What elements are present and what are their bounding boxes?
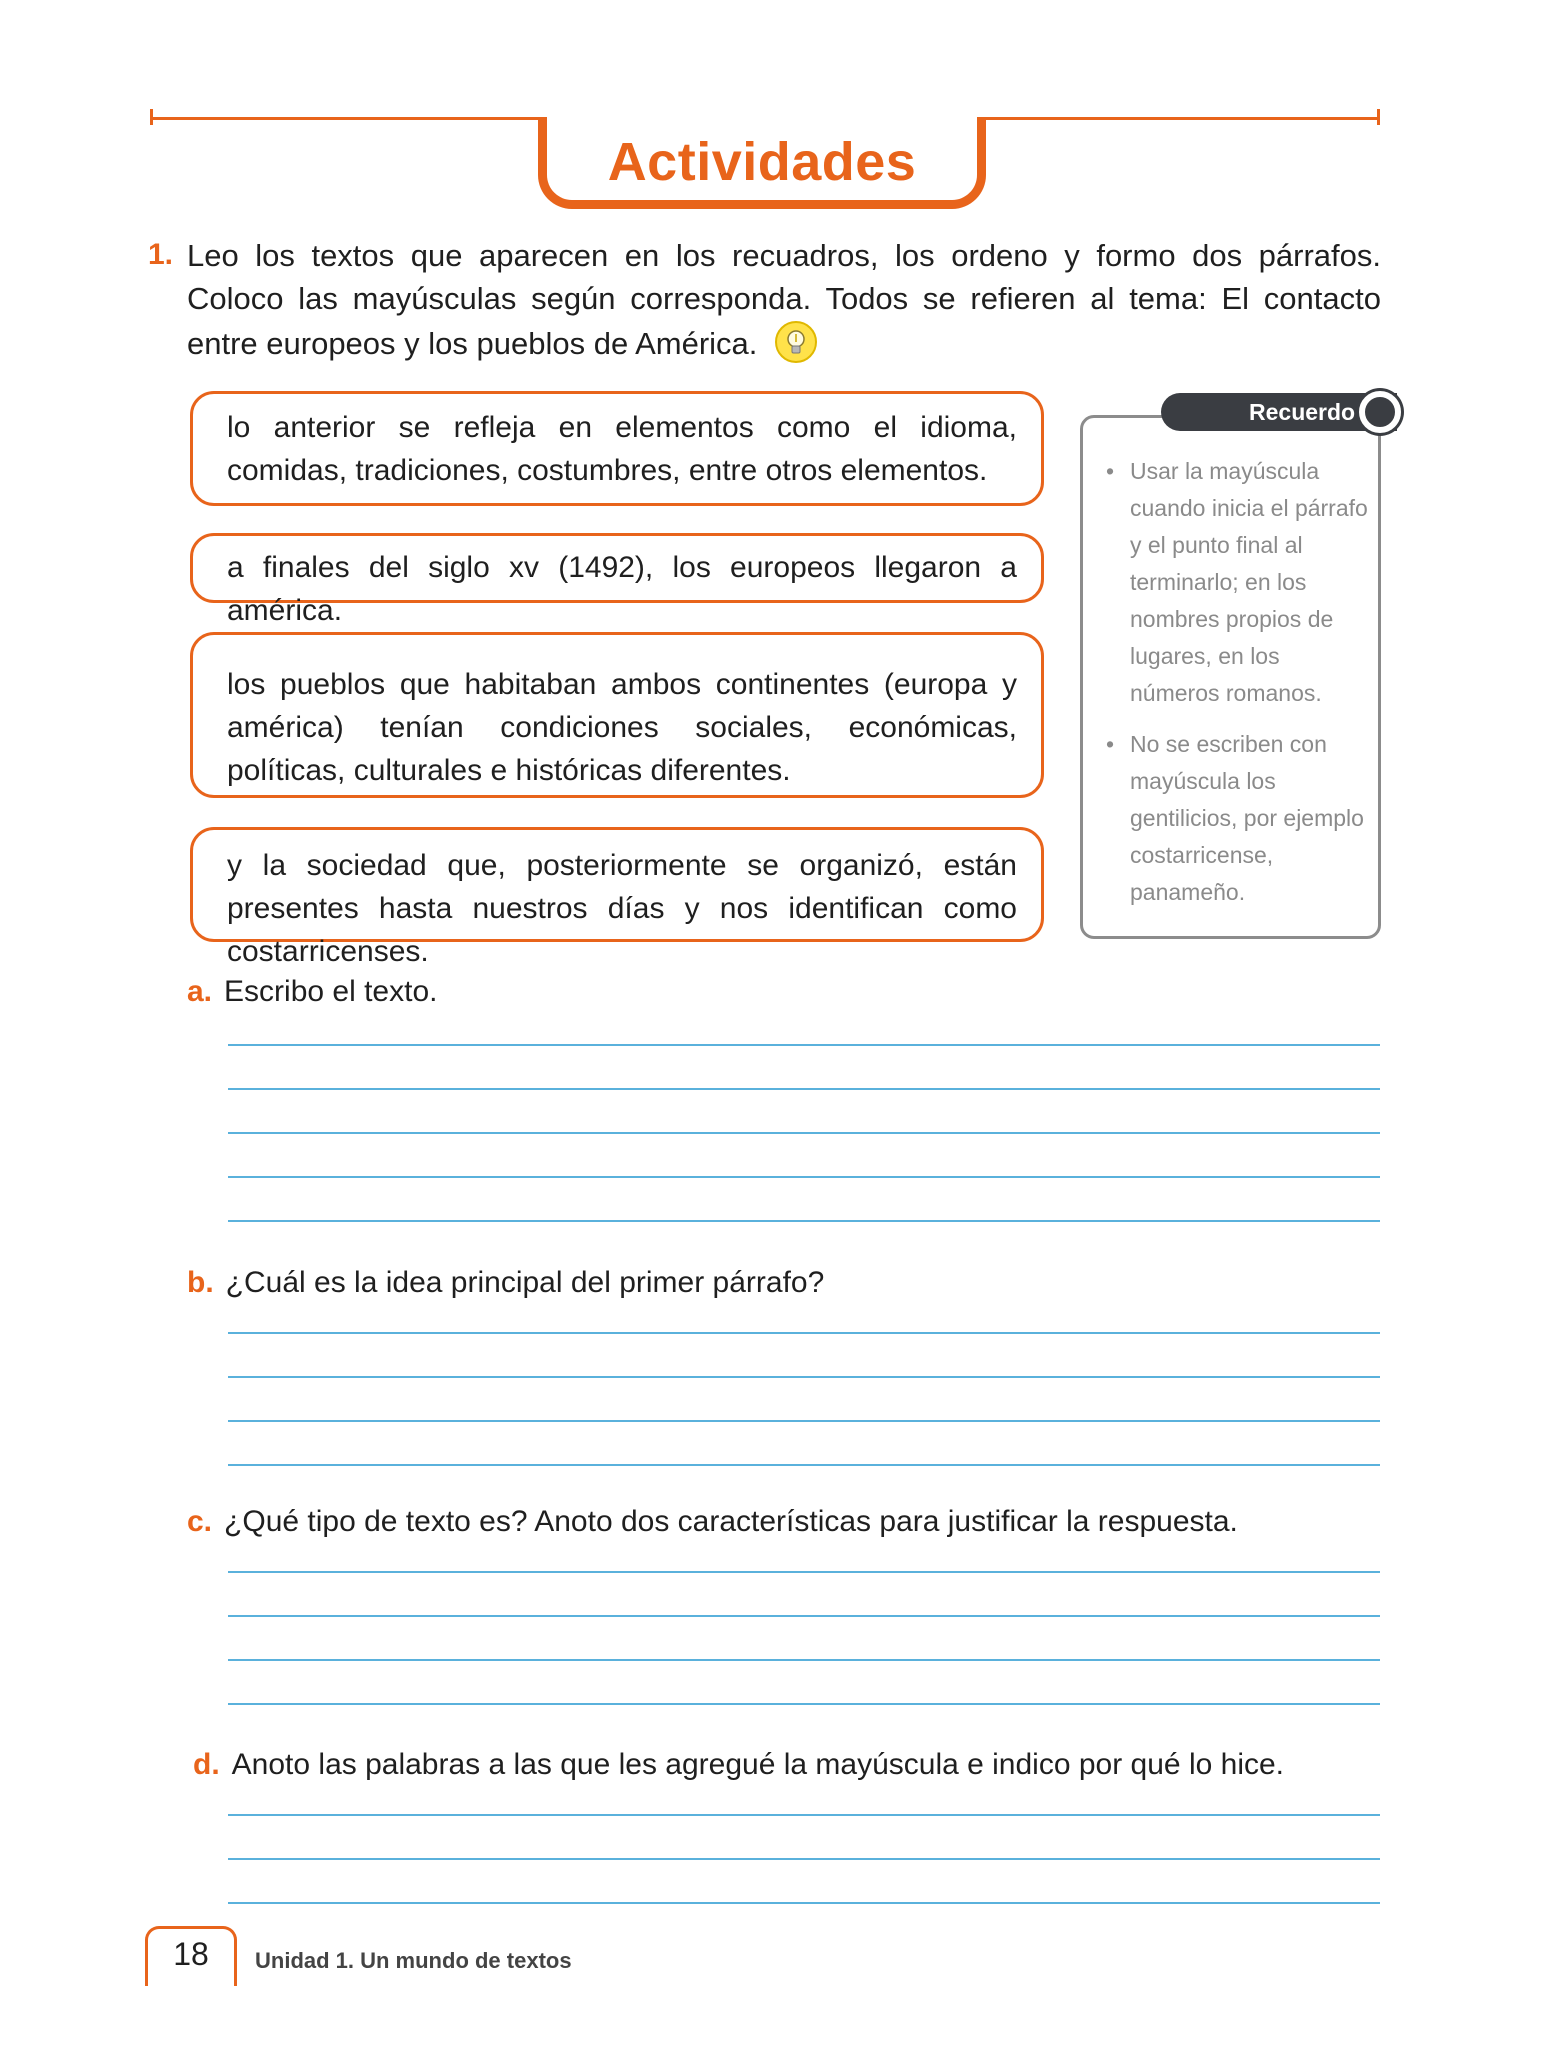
answer-line[interactable] [228, 1571, 1380, 1573]
subquestion-letter: b. [187, 1266, 214, 1299]
title-banner [538, 117, 986, 209]
subquestion-text: Escribo el texto. [224, 975, 438, 1008]
answer-line[interactable] [228, 1132, 1380, 1134]
text-box-content: lo anterior se refleja en elementos como el idioma, comidas, tradiciones, costumbres, entre otros elementos. [227, 411, 1017, 487]
answer-line[interactable] [228, 1420, 1380, 1422]
text-box-4 [190, 827, 1044, 968]
answer-line[interactable] [228, 1464, 1380, 1466]
subquestion-letter: a. [187, 975, 213, 1008]
bullet-icon: • [1106, 731, 1115, 757]
subquestion-text: ¿Cuál es la idea principal del primer párrafo? [225, 1266, 825, 1299]
recuerdo-list [1098, 453, 1368, 911]
answer-line[interactable] [228, 1615, 1380, 1617]
subquestion-letter: d. [193, 1748, 220, 1781]
answer-line[interactable] [228, 1176, 1380, 1178]
subquestion-c [187, 1505, 1238, 1539]
subquestion-letter: c. [187, 1505, 213, 1538]
text-box-2 [190, 533, 1044, 627]
answer-line[interactable] [228, 1088, 1380, 1090]
header-rule-tick-right [1377, 109, 1380, 125]
footer-unit-title: Unidad 1. Un mundo de textos [255, 1948, 572, 1973]
recuerdo-circle-icon [1359, 391, 1401, 433]
answer-line[interactable] [228, 1376, 1380, 1378]
answer-line[interactable] [228, 1332, 1380, 1334]
bullet-icon: • [1106, 458, 1115, 484]
recuerdo-item-text: No se escriben con mayúscula los gentilicios, por ejemplo costarricense, panameño. [1130, 731, 1364, 905]
page-number: 18 [173, 1936, 209, 1972]
text-box-content: y la sociedad que, posteriormente se organizó, están presentes hasta nuestros días y nos identifican como costarricenses. [227, 849, 1017, 968]
lightbulb-icon [774, 320, 818, 364]
subquestion-text: Anoto las palabras a las que les agregué la mayúscula e indico por qué lo hice. [231, 1748, 1285, 1781]
text-box-content: a finales del siglo xv (1492), los europeos llegaron a américa. [227, 551, 1017, 627]
recuerdo-item-text: Usar la mayúscula cuando inicia el párrafo y el punto final al terminarlo; en los nombres propios de lugares, en los números romanos. [1130, 458, 1368, 706]
answer-line[interactable] [228, 1703, 1380, 1705]
question-text: Leo los textos que aparecen en los recuadros, los ordeno y formo dos párrafos. Coloco las mayúsculas según corresponda. Todos se refieren al tema: El contacto entre europeos y los pueblos de América. [187, 238, 1381, 361]
text-box-3 [190, 632, 1044, 798]
recuerdo-title: Recuerdo [1249, 399, 1356, 425]
answer-line[interactable] [228, 1220, 1380, 1222]
question-number: 1. [148, 238, 174, 271]
answer-line[interactable] [228, 1858, 1380, 1860]
header-rule-tick-left [150, 109, 153, 125]
subquestion-d [193, 1748, 1284, 1782]
subquestion-text: ¿Qué tipo de texto es? Anoto dos características para justificar la respuesta. [224, 1505, 1238, 1538]
page-title: Actividades [607, 131, 917, 192]
recuerdo-item [1098, 453, 1368, 712]
answer-line[interactable] [228, 1044, 1380, 1046]
subquestion-a [187, 975, 437, 1009]
question-instructions [187, 234, 1381, 365]
text-box-1 [190, 391, 1044, 506]
answer-line[interactable] [228, 1659, 1380, 1661]
text-box-content: los pueblos que habitaban ambos continentes (europa y américa) tenían condiciones sociales, económicas, políticas, culturales e históricas diferentes. [227, 668, 1017, 787]
subquestion-b [187, 1266, 824, 1300]
answer-line[interactable] [228, 1902, 1380, 1904]
recuerdo-item [1098, 726, 1368, 911]
answer-line[interactable] [228, 1814, 1380, 1816]
